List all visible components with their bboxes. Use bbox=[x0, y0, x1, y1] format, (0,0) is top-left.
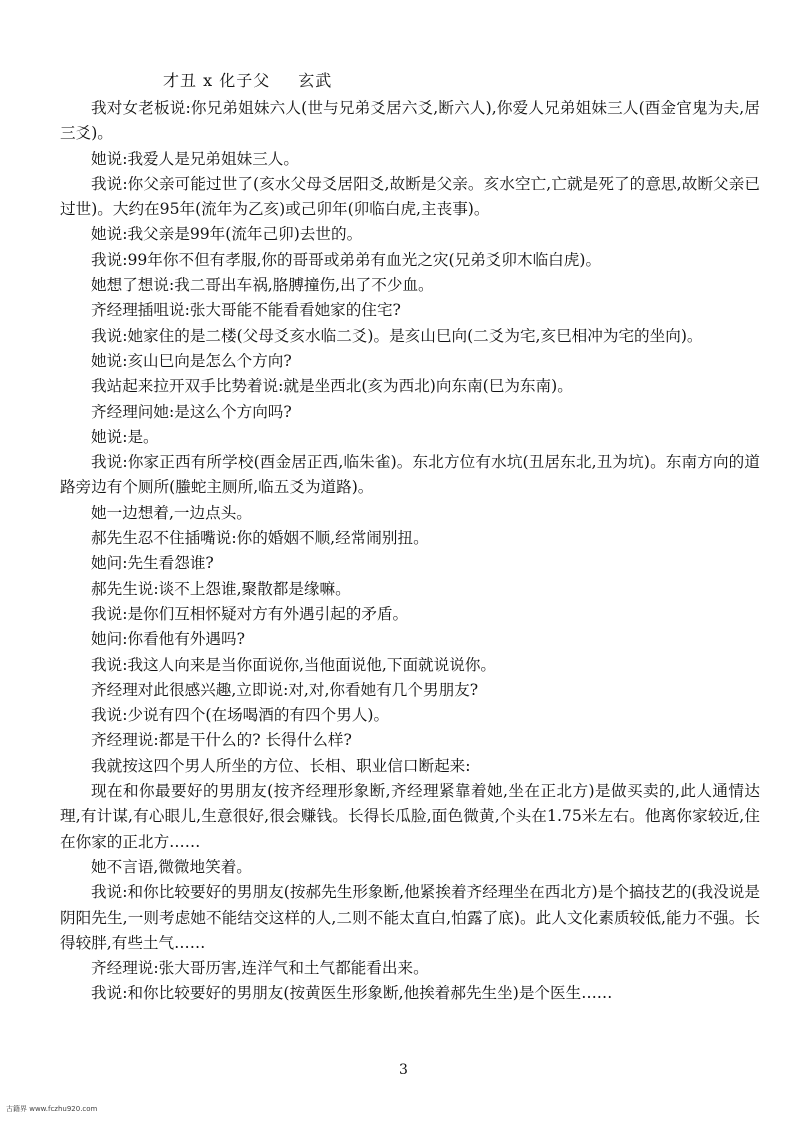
paragraph: 郝先生忍不住插嘴说:你的婚姻不顺,经常闹别扭。 bbox=[91, 529, 429, 548]
paragraph: 现在和你最要好的男朋友(按齐经理形象断,齐经理紧靠着她,坐在正北方)是做买卖的,此人通情达理,有计谋,有心眼儿,生意很好,很会赚钱。长得长瓜脸,面色微黄,个头在1.75米左右。他离你家较近,住在你家的正北方…… bbox=[60, 782, 760, 851]
paragraph: 她说:我爱人是兄弟姐妹三人。 bbox=[91, 149, 299, 168]
paragraph: 她不言语,微微地笑着。 bbox=[91, 857, 252, 876]
paragraph: 我说:99年你不但有孝服,你的哥哥或弟弟有血光之灾(兄弟爻卯木临白虎)。 bbox=[91, 250, 602, 269]
paragraph: 齐经理问她:是这么个方向吗? bbox=[91, 402, 292, 421]
paragraph: 她说:我父亲是99年(流年己卯)去世的。 bbox=[91, 225, 363, 244]
paragraph: 我说:是你们互相怀疑对方有外遇引起的矛盾。 bbox=[91, 604, 409, 623]
paragraph: 我对女老板说:你兄弟姐妹六人(世与兄弟爻居六爻,断六人),你爱人兄弟姐妹三人(酉金官鬼为夫,居三爻)。 bbox=[60, 99, 760, 143]
paragraph: 我说:和你比较要好的男朋友(按郝先生形象断,他紧挨着齐经理坐在西北方)是个搞技艺的(我没说是阴阳先生,一则考虑她不能结交这样的人,二则不能太直白,怕露了底)。此人文化素质较低,能力不强。长得较胖,有些土气…… bbox=[60, 883, 760, 952]
paragraph: 齐经理插咀说:张大哥能不能看看她家的住宅? bbox=[91, 301, 401, 320]
body-text bbox=[60, 96, 760, 1007]
header-left-text: 才丑 x 化子父 bbox=[163, 71, 271, 90]
paragraph: 齐经理说:都是干什么的? 长得什么样? bbox=[91, 731, 352, 750]
paragraph: 我说:你父亲可能过世了(亥水父母爻居阳爻,故断是父亲。亥水空亡,亡就是死了的意思,故断父亲已过世)。大约在95年(流年为乙亥)或己卯年(卯临白虎,主丧事)。 bbox=[60, 174, 760, 219]
paragraph: 我就按这四个男人所坐的方位、长相、职业信口断起来: bbox=[91, 756, 471, 775]
paragraph: 我说:你家正西有所学校(酉金居正西,临朱雀)。东北方位有水坑(丑居东北,丑为坑)。东南方向的道路旁边有个厕所(螣蛇主厕所,临五爻为道路)。 bbox=[60, 453, 760, 497]
footer-watermark: 古籍界 www.fczhu920.com bbox=[6, 1105, 98, 1113]
paragraph: 她一边想着,一边点头。 bbox=[91, 503, 252, 522]
paragraph: 我说:她家住的是二楼(父母爻亥水临二爻)。是亥山巳向(二爻为宅,亥巳相冲为宅的坐向)。 bbox=[91, 326, 703, 345]
paragraph: 我站起来拉开双手比势着说:就是坐西北(亥为西北)向东南(巳为东南)。 bbox=[91, 377, 573, 396]
page-number: 3 bbox=[399, 1062, 408, 1078]
paragraph: 她问:先生看怨谁? bbox=[91, 554, 214, 573]
header-right-text: 玄武 bbox=[298, 71, 333, 90]
paragraph: 她想了想说:我二哥出车祸,胳膊撞伤,出了不少血。 bbox=[91, 276, 434, 295]
paragraph: 我说:少说有四个(在场喝酒的有四个男人)。 bbox=[91, 706, 390, 725]
page-header bbox=[163, 68, 332, 91]
paragraph: 齐经理对此很感兴趣,立即说:对,对,你看她有几个男朋友? bbox=[91, 680, 479, 699]
paragraph: 郝先生说:谈不上怨谁,聚散都是缘嘛。 bbox=[91, 579, 351, 598]
paragraph: 她问:你看他有外遇吗? bbox=[91, 630, 245, 649]
paragraph: 我说:我这人向来是当你面说你,当他面说他,下面就说说你。 bbox=[91, 655, 497, 674]
paragraph: 齐经理说:张大哥历害,连洋气和土气都能看出来。 bbox=[91, 959, 429, 978]
paragraph: 她说:亥山巳向是怎么个方向? bbox=[91, 351, 292, 370]
paragraph: 她说:是。 bbox=[91, 427, 159, 446]
paragraph: 我说:和你比较要好的男朋友(按黄医生形象断,他挨着郝先生坐)是个医生…… bbox=[91, 984, 613, 1003]
